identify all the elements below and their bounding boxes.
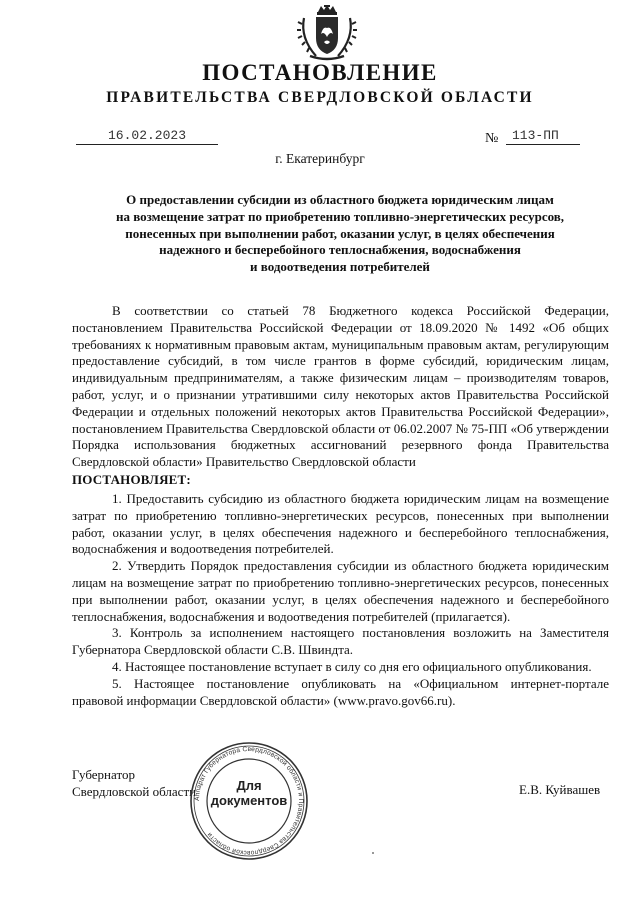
coat-of-arms-icon bbox=[296, 4, 358, 62]
position-line: Свердловской области bbox=[72, 784, 197, 799]
heading-line: на возмещение затрат по приобретению топливно-энергетических ресурсов, bbox=[115, 208, 565, 224]
stamp-label bbox=[206, 778, 292, 808]
heading-line: надежного и бесперебойного теплоснабжения, водоснабжения bbox=[159, 242, 521, 258]
heading-line: понесенных при выполнении работ, оказании услуг, в целях обеспечения bbox=[125, 225, 555, 241]
stamp-label-line: Для bbox=[236, 778, 262, 793]
date-field bbox=[76, 128, 218, 145]
document-heading bbox=[70, 192, 610, 276]
heading-line: О предоставлении субсидии из областного бюджета юридическим лицам bbox=[126, 192, 554, 207]
signatory-name: Е.В. Куйвашев bbox=[519, 782, 601, 797]
signatory-position bbox=[72, 766, 196, 800]
stamp-ring-text: Аппарат Губернатора Свердловской области и Правительства Свердловской области bbox=[193, 745, 305, 857]
preamble-text: В соответствии со статьей 78 Бюджетного кодекса Российской Федерации, постановлением Правительства Российской Федерации от 18.09.2020 № 1492 «Об общих требованиях к нормативным правовым актам, муниципальным правовым актам, регулирующим предоставление субсидий, в том числе грантов в форме субсидий, юридическим лицам, индивидуальным предпринимателям, а также физическим лицам – производителям товаров, работ, услуг, и о признании утратившими силу некоторых актов Правительства Российской Федерации и отдельных положений некоторых актов Правительства Российской Федерации», постановлением Правительства Свердловской области от 06.02.2007 № 75-ПП «Об утверждении Порядка использования бюджетных ассигнований резервного фонда Правительства Свердловской области» Правительство Свердловской области bbox=[72, 303, 609, 470]
resolution-item: 1. Предоставить субсидию из областного бюджета юридическим лицам на возмещение затрат по приобретению топливно-энергетических ресурсов, понесенных при выполнении работ, оказании услуг, в целях обеспечения надежного и бесперебойного теплоснабжения, водоснабжения и водоотведения потребителей. bbox=[72, 491, 609, 557]
scan-speck bbox=[372, 852, 374, 854]
resolution-item: 5. Настоящее постановление опубликовать на «Официальном интернет-портале правовой информации Свердловской области» (www.pravo.gov66.ru). bbox=[72, 675, 609, 708]
heading-line: и водоотведения потребителей bbox=[250, 259, 430, 275]
preamble bbox=[72, 303, 609, 471]
document-number: 113-ПП bbox=[512, 128, 559, 143]
document-date: 16.02.2023 bbox=[107, 128, 186, 143]
document-title: ПОСТАНОВЛЕНИЕ bbox=[202, 60, 438, 85]
resolution-items bbox=[72, 491, 609, 709]
resolution-item: 3. Контроль за исполнением настоящего постановления возложить на Заместителя Губернатора Свердловской области С.В. Швиндта. bbox=[72, 625, 609, 658]
number-sign: № bbox=[485, 131, 499, 146]
position-line: Губернатор bbox=[72, 767, 135, 782]
number-field bbox=[506, 128, 580, 145]
stamp-label-line: документов bbox=[210, 793, 288, 808]
city: г. Екатеринбург bbox=[275, 151, 365, 166]
document-issuer: ПРАВИТЕЛЬСТВА СВЕРДЛОВСКОЙ ОБЛАСТИ bbox=[106, 89, 534, 106]
resolution-item: 4. Настоящее постановление вступает в силу со дня его официального опубликования. bbox=[112, 658, 592, 674]
resolution-item: 2. Утвердить Порядок предоставления субсидии из областного бюджета юридическим лицам на возмещение затрат по приобретению топливно-энергетических ресурсов, понесенных при выполнении работ, оказании услуг, в целях обеспечения надежного и бесперебойного теплоснабжения, водоснабжения и водоотведения потребителей (прилагается). bbox=[72, 558, 609, 624]
resolves-heading: ПОСТАНОВЛЯЕТ: bbox=[72, 472, 191, 487]
